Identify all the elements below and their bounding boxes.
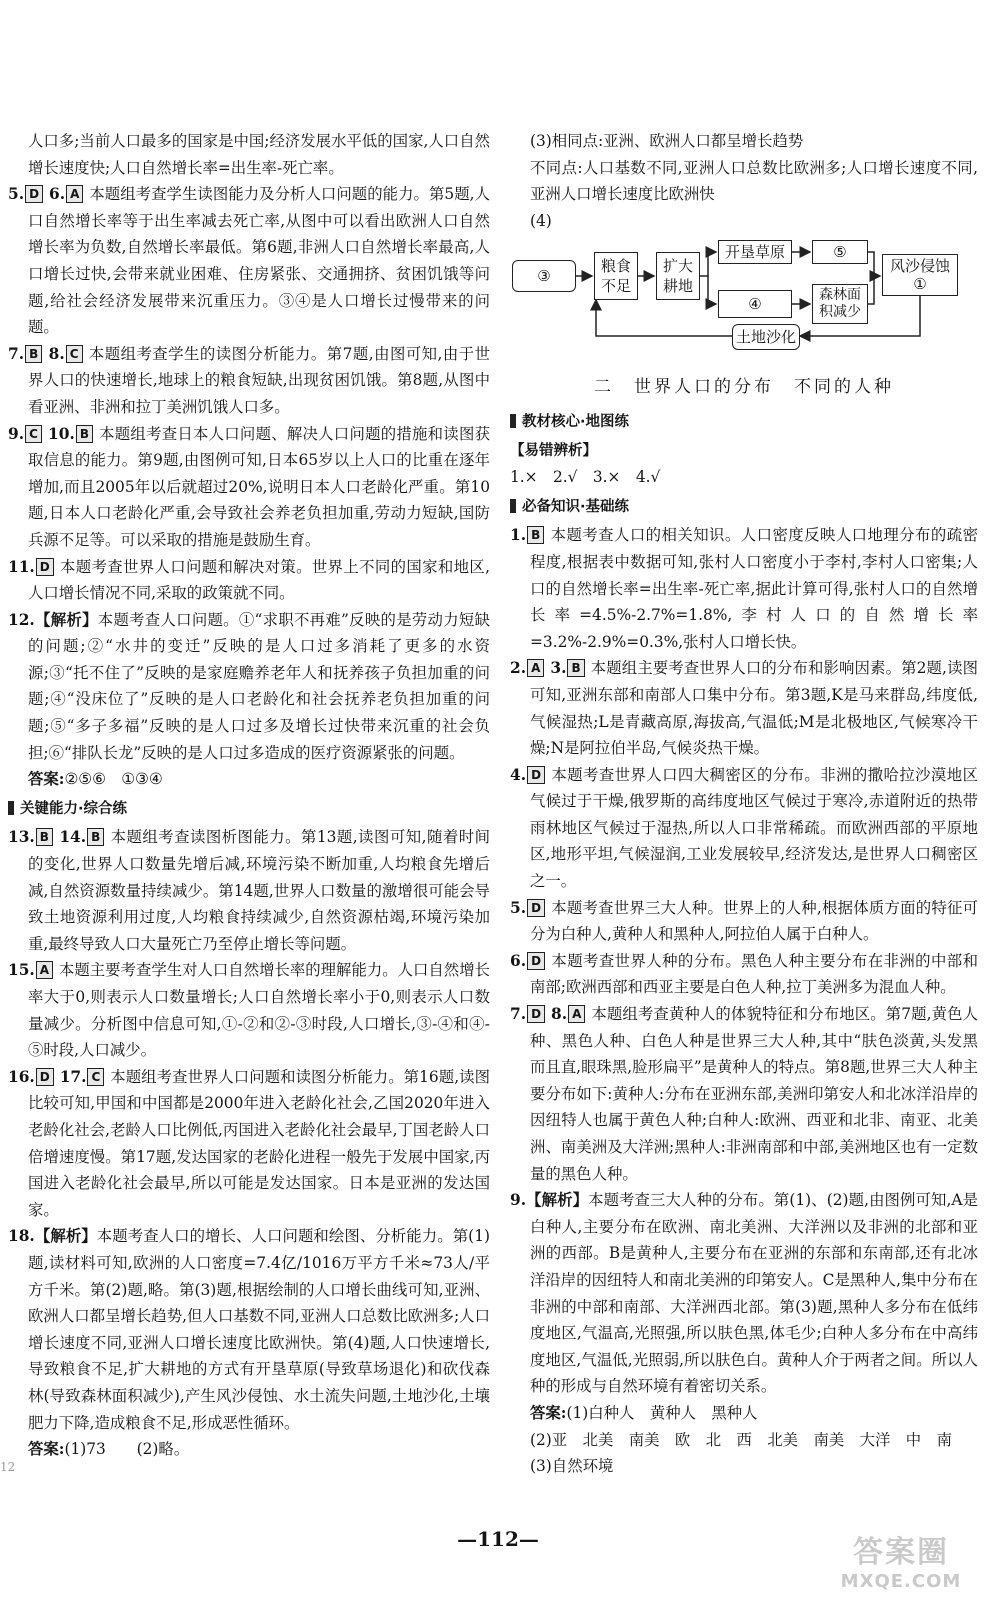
answer-badge: A: [36, 961, 53, 979]
answer-r2-3: [510, 655, 978, 761]
explanation-text: 本题考查世界三大人种。世界上的人种,根据体质方面的特征可分为白种人,黄种人和黑种人,阿拉伯人属于白种人。: [530, 898, 978, 944]
answer-7-8: [8, 341, 490, 421]
answer-badge: A: [527, 659, 544, 677]
section-heading-textbook-core: 教材核心·地图练: [510, 409, 978, 436]
analysis-tag: 【解析】: [526, 1191, 589, 1210]
answer-r1: [510, 522, 978, 655]
question-number: 7.: [510, 1005, 527, 1024]
node-expand-farmland: 扩大耕地: [656, 252, 700, 300]
node-4: ④: [718, 290, 792, 318]
answer-badge: D: [527, 899, 545, 917]
question-number: 7.: [8, 344, 25, 363]
answer-label: 答案:: [28, 770, 65, 789]
explanation-text: 本题组考查学生的读图分析能力。第7题,由图可知,由于世界人口的快速增长,地球上的粮食短缺,出现贫困饥饿。第8题,从图中看亚洲、非洲和拉丁美洲饥饿人口多。: [28, 344, 490, 416]
answer-badge: B: [25, 345, 42, 363]
watermark-logo-text: 答案圈: [853, 1535, 949, 1570]
explanation-text: 本题考查世界人口问题和解决对策。世界上不同的国家和地区,人口增长情况不同,采取的政策就不同。: [28, 557, 490, 603]
answer-r9-final-3: (3)自然环境: [530, 1457, 614, 1476]
answer-badge: C: [66, 345, 83, 363]
question-number: 15.: [8, 961, 35, 980]
answer-label: 答案:: [28, 1440, 65, 1459]
question-number: 5.: [8, 185, 25, 204]
node-5: ⑤: [812, 240, 868, 264]
watermark-logo: [826, 1535, 976, 1597]
answer-badge: B: [527, 526, 544, 544]
node-grain-shortage: 粮食不足: [594, 252, 638, 300]
answer-12: [8, 607, 490, 767]
answer-badge: A: [66, 185, 83, 203]
answer-5-6: [8, 181, 490, 341]
answer-value: ②⑤⑥ ①③④: [64, 770, 163, 789]
answer-16-17: [8, 1064, 490, 1224]
explanation-text: 本题组主要考查世界人口的分布和影响因素。第2题,读图可知,亚洲东部和南部人口集中分布。第3题,K是马来群岛,纬度低,气候湿热;L是青藏高原,海拔高,气温低;M是北极地区,气候寒冷干燥;N是阿拉伯半岛,气候炎热干燥。: [530, 659, 978, 758]
question-number: 2.: [510, 659, 527, 678]
answer-badge: B: [36, 828, 53, 846]
answer-badge: C: [87, 1068, 104, 1086]
question-number: 8.: [48, 344, 65, 363]
question-number: 9.: [510, 1191, 527, 1210]
answer-value: (1)73 (2)略。: [64, 1440, 190, 1459]
node-forest-reduced: 森林面积减少: [812, 284, 868, 324]
node-desertification: 土地沙化: [732, 324, 800, 350]
answer-badge: C: [25, 425, 42, 443]
explanation-text: 本题考查人口的相关知识。人口密度反映人口地理分布的疏密程度,根据表中数据可知,张村人口密度小于李村,李村人口密集;人口的自然增长率=出生率-死亡率,据此计算可得,张村人口的自然增长率=4.5%-2.7%=1.8%,李村人口的自然增长率=3.2%-2.9%=0.3%,张村人口增长快。: [530, 526, 978, 651]
answer-r9-final-2: (2)亚 北美 南美 欧 北 西 北美 南美 大洋 中 南: [530, 1430, 952, 1449]
question-number: 12.: [8, 610, 35, 629]
answer-18: [8, 1223, 490, 1436]
node-wind-erosion: [882, 254, 958, 296]
answer-9-10: [8, 421, 490, 554]
left-intro-text: 人口多;当前人口最多的国家是中国;经济发展水平低的国家,人口自然增长速度快;人口自然增长率=出生率-死亡率。: [28, 132, 490, 177]
explanation-text: 本题组考查黄种人的体貌特征和分布地区。第7题,黄色人种、黑色人种、白色人种是世界三大人种,其中“肤色淡黄,头发黑而且直,眼珠黑,脸形扁平”是黄种人的特点。第8题,世界三大人种主要分布如下:黄种人:分布在亚洲东部,美洲印第安人和北冰洋沿岸的因纽特人也属于黄色人种;白种人:欧洲、西亚和北非、南亚、北美洲、南美洲及大洋洲;黑种人:非洲南部和中部,美洲地区也有一定数量的黑色人种。: [530, 1005, 978, 1183]
explanation-text: 本题主要考查学生对人口自然增长率的理解能力。人口自然增长率大于0,则表示人口数量增长;人口自然增长率小于0,则表示人口数量减少。分析图中信息可知,①-②和②-③时段,人口增长,③-④和④-⑤时段,人口减少。: [28, 961, 490, 1060]
answer-badge: D: [527, 1005, 545, 1023]
answer-r4: [510, 762, 978, 895]
answer-18-part4-label: (4): [530, 211, 552, 230]
answer-badge: D: [527, 952, 545, 970]
explanation-text: 本题考查世界人口四大稠密区的分布。非洲的撒哈拉沙漠地区气候过于干燥,俄罗斯的高纬度地区气候过于寒冷,赤道附近的热带雨林地区气候过于湿热,所以人口非常稀疏。而欧洲西部的平原地区,地形平坦,气候湿润,工业发展较早,经济发达,是世界人口稠密区之一。: [530, 765, 978, 891]
answer-15: [8, 957, 490, 1063]
question-number: 11.: [8, 557, 35, 576]
node-reclaim-grassland: 开垦草原: [718, 240, 792, 264]
answer-badge: A: [568, 1005, 585, 1023]
bracket-heading-error-analysis: 【易错辨析】: [510, 442, 597, 459]
answer-r6: [510, 948, 978, 1001]
answer-badge: B: [87, 828, 104, 846]
explanation-text: 本题考查人口的增长、人口问题和绘图、分析能力。第(1)题,读材料可知,欧洲的人口密度=7.4亿/1016万平方千米≈73人/平方千米。第(2)题,略。第(3)题,根据绘制的人口增长曲线可知,亚洲、欧洲人口都呈增长趋势,但人口基数不同,亚洲人口总数比欧洲多;人口增长速度不同,亚洲人口增长速度比欧洲快。第(4)题,人口快速增长,导致粮食不足,扩大耕地的方式有开垦草原(导致草场退化)和砍伐森林(导致森林面积减少),产生风沙侵蚀、水土流失问题,土地沙化,土壤肥力下降,造成粮食不足,形成恶性循环。: [28, 1227, 490, 1432]
answer-badge: B: [76, 425, 93, 443]
vicious-cycle-diagram: [510, 240, 978, 360]
question-number: 9.: [8, 424, 25, 443]
question-number: 13.: [8, 828, 35, 847]
node-1: ①: [913, 275, 927, 294]
watermark-url: MXQE.COM: [840, 1571, 962, 1592]
answer-badge: D: [36, 558, 54, 576]
answer-badge: B: [567, 659, 584, 677]
answer-r9-final-1: [510, 1400, 978, 1427]
question-number: 6.: [49, 185, 66, 204]
question-number: 3.: [550, 659, 567, 678]
answer-badge: D: [36, 1068, 54, 1086]
question-number: 5.: [510, 898, 527, 917]
explanation-text: 本题考查世界人种的分布。黑色人种主要分布在非洲的中部和南部;欧洲西部和西亚主要是白色人种,拉丁美洲多为混血人种。: [530, 951, 978, 997]
answer-value: (1)白种人 黄种人 黑种人: [566, 1403, 758, 1422]
section-heading-key-ability: 关键能力·综合练: [8, 796, 490, 823]
explanation-text: 本题考查三大人种的分布。第(1)、(2)题,由图例可知,A是白种人,主要分布在欧洲、南北美洲、大洋洲以及非洲的北部和亚洲的西部。B是黄种人,主要分布在亚洲的东部和东南部,还有北冰洋沿岸的因纽特人和南北美洲的印第安人。C是黑种人,集中分布在非洲的中部和南部、大洋洲西北部。第(3)题,黑种人多分布在低纬度地区,气温高,光照强,所以肤色黑,体毛少;白种人多分布在中高纬度地区,气温低,光照弱,所以肤色白。黄种人介于两者之间。所以人种的形成与自然环境有着密切关系。: [530, 1191, 978, 1396]
chapter-title: 二 世界人口的分布 不同的人种: [594, 377, 894, 398]
question-number: 1.: [510, 526, 527, 545]
question-number: 14.: [59, 828, 87, 847]
answer-11: [8, 554, 490, 607]
margin-mark: 12: [0, 1460, 16, 1474]
answer-18-part3-diff: 不同点:人口基数不同,亚洲人口总数比欧洲多;人口增长速度不同,亚洲人口增长速度比欧洲快: [530, 158, 978, 204]
explanation-text: 本题考查人口问题。①“求职不再难”反映的是劳动力短缺的问题;②“水井的变迁”反映的是人口过多消耗了更多的水资源;③“托不住了”反映的是家庭赡养老年人和抚养孩子负担加重的问题;④“没床位了”反映的是人口老龄化和社会抚养老负担加重的问题;⑤“多子多福”反映的是人口过多及增长过快带来沉重的社会负担;⑥“排队长龙”反映的是人口过多造成的医疗资源紧张的问题。: [28, 610, 490, 762]
explanation-text: 本题组考查读图析图能力。第13题,读图可知,随着时间的变化,世界人口数量先增后减,环境污染不断加重,人均粮食先增后减,自然资源数量持续减少。第14题,世界人口数量的激增很可能会导致土地资源利用过度,人均粮食持续减少,自然资源枯竭,环境污染加重,最终导致人口大量死亡乃至停止增长等问题。: [28, 828, 490, 953]
explanation-text: 本题组考查日本人口问题、解决人口问题的措施和读图获取信息的能力。第9题,由图例可知,日本65岁以上人口的比重在逐年增加,而且2005年以后就超过20%,说明日本人口老龄化严重。第10题,日本人口老龄化严重,会导致社会养老负担加重,劳动力短缺,国防兵源不足等。可以采取的措施是鼓励生育。: [28, 424, 490, 549]
explanation-text: 本题组考查世界人口问题和读图分析能力。第16题,读图比较可知,甲国和中国都是2000年进入老龄化社会,乙国2020年进入老龄化社会,老龄人口比例低,丙国进入老龄化社会最早,丁国老龄人口倍增速度慢。第17题,发达国家的老龄化进程一般先于发展中国家,丙国进入老龄化社会最早,所以可能是发达国家。日本是亚洲的发达国家。: [28, 1067, 490, 1219]
true-false-answers: 1.× 2.√ 3.× 4.√: [510, 468, 661, 487]
question-number: 8.: [551, 1005, 568, 1024]
question-number: 4.: [510, 765, 527, 784]
answer-r7-8: [510, 1001, 978, 1187]
question-number: 10.: [48, 424, 75, 443]
answer-r9: [510, 1187, 978, 1400]
wind-erosion-label: 风沙侵蚀: [889, 257, 950, 276]
left-column: [8, 128, 490, 1463]
node-3: ③: [512, 260, 576, 292]
answer-12-final: [8, 766, 490, 793]
question-number: 6.: [510, 951, 527, 970]
right-column: [510, 128, 978, 1480]
question-number: 18.: [8, 1227, 35, 1246]
answer-badge: D: [25, 185, 43, 203]
answer-18-part3-same: (3)相同点:亚洲、欧洲人口都呈增长趋势: [530, 132, 804, 150]
answer-label: 答案:: [530, 1403, 567, 1422]
analysis-tag: 【解析】: [34, 610, 98, 629]
page-number: —112—: [457, 1527, 539, 1551]
answer-13-14: [8, 824, 490, 957]
section-heading-basic-knowledge: 必备知识·基础练: [510, 494, 978, 521]
question-number: 16.: [8, 1067, 35, 1086]
answer-badge: D: [527, 766, 545, 784]
answer-r5: [510, 895, 978, 948]
analysis-tag: 【解析】: [34, 1227, 97, 1246]
answer-18-final: [8, 1436, 490, 1463]
question-number: 17.: [59, 1067, 87, 1086]
explanation-text: 本题组考查学生读图能力及分析人口问题的能力。第5题,人口自然增长率等于出生率减去死亡率,从图中可以看出欧洲人口自然增长率为负数,自然增长率最低。第6题,非洲人口自然增长率最高,人口增长过快,会带来就业困难、住房紧张、交通拥挤、贫困饥饿等问题,给社会经济发展带来沉重压力。③④是人口增长过慢带来的问题。: [28, 185, 490, 337]
